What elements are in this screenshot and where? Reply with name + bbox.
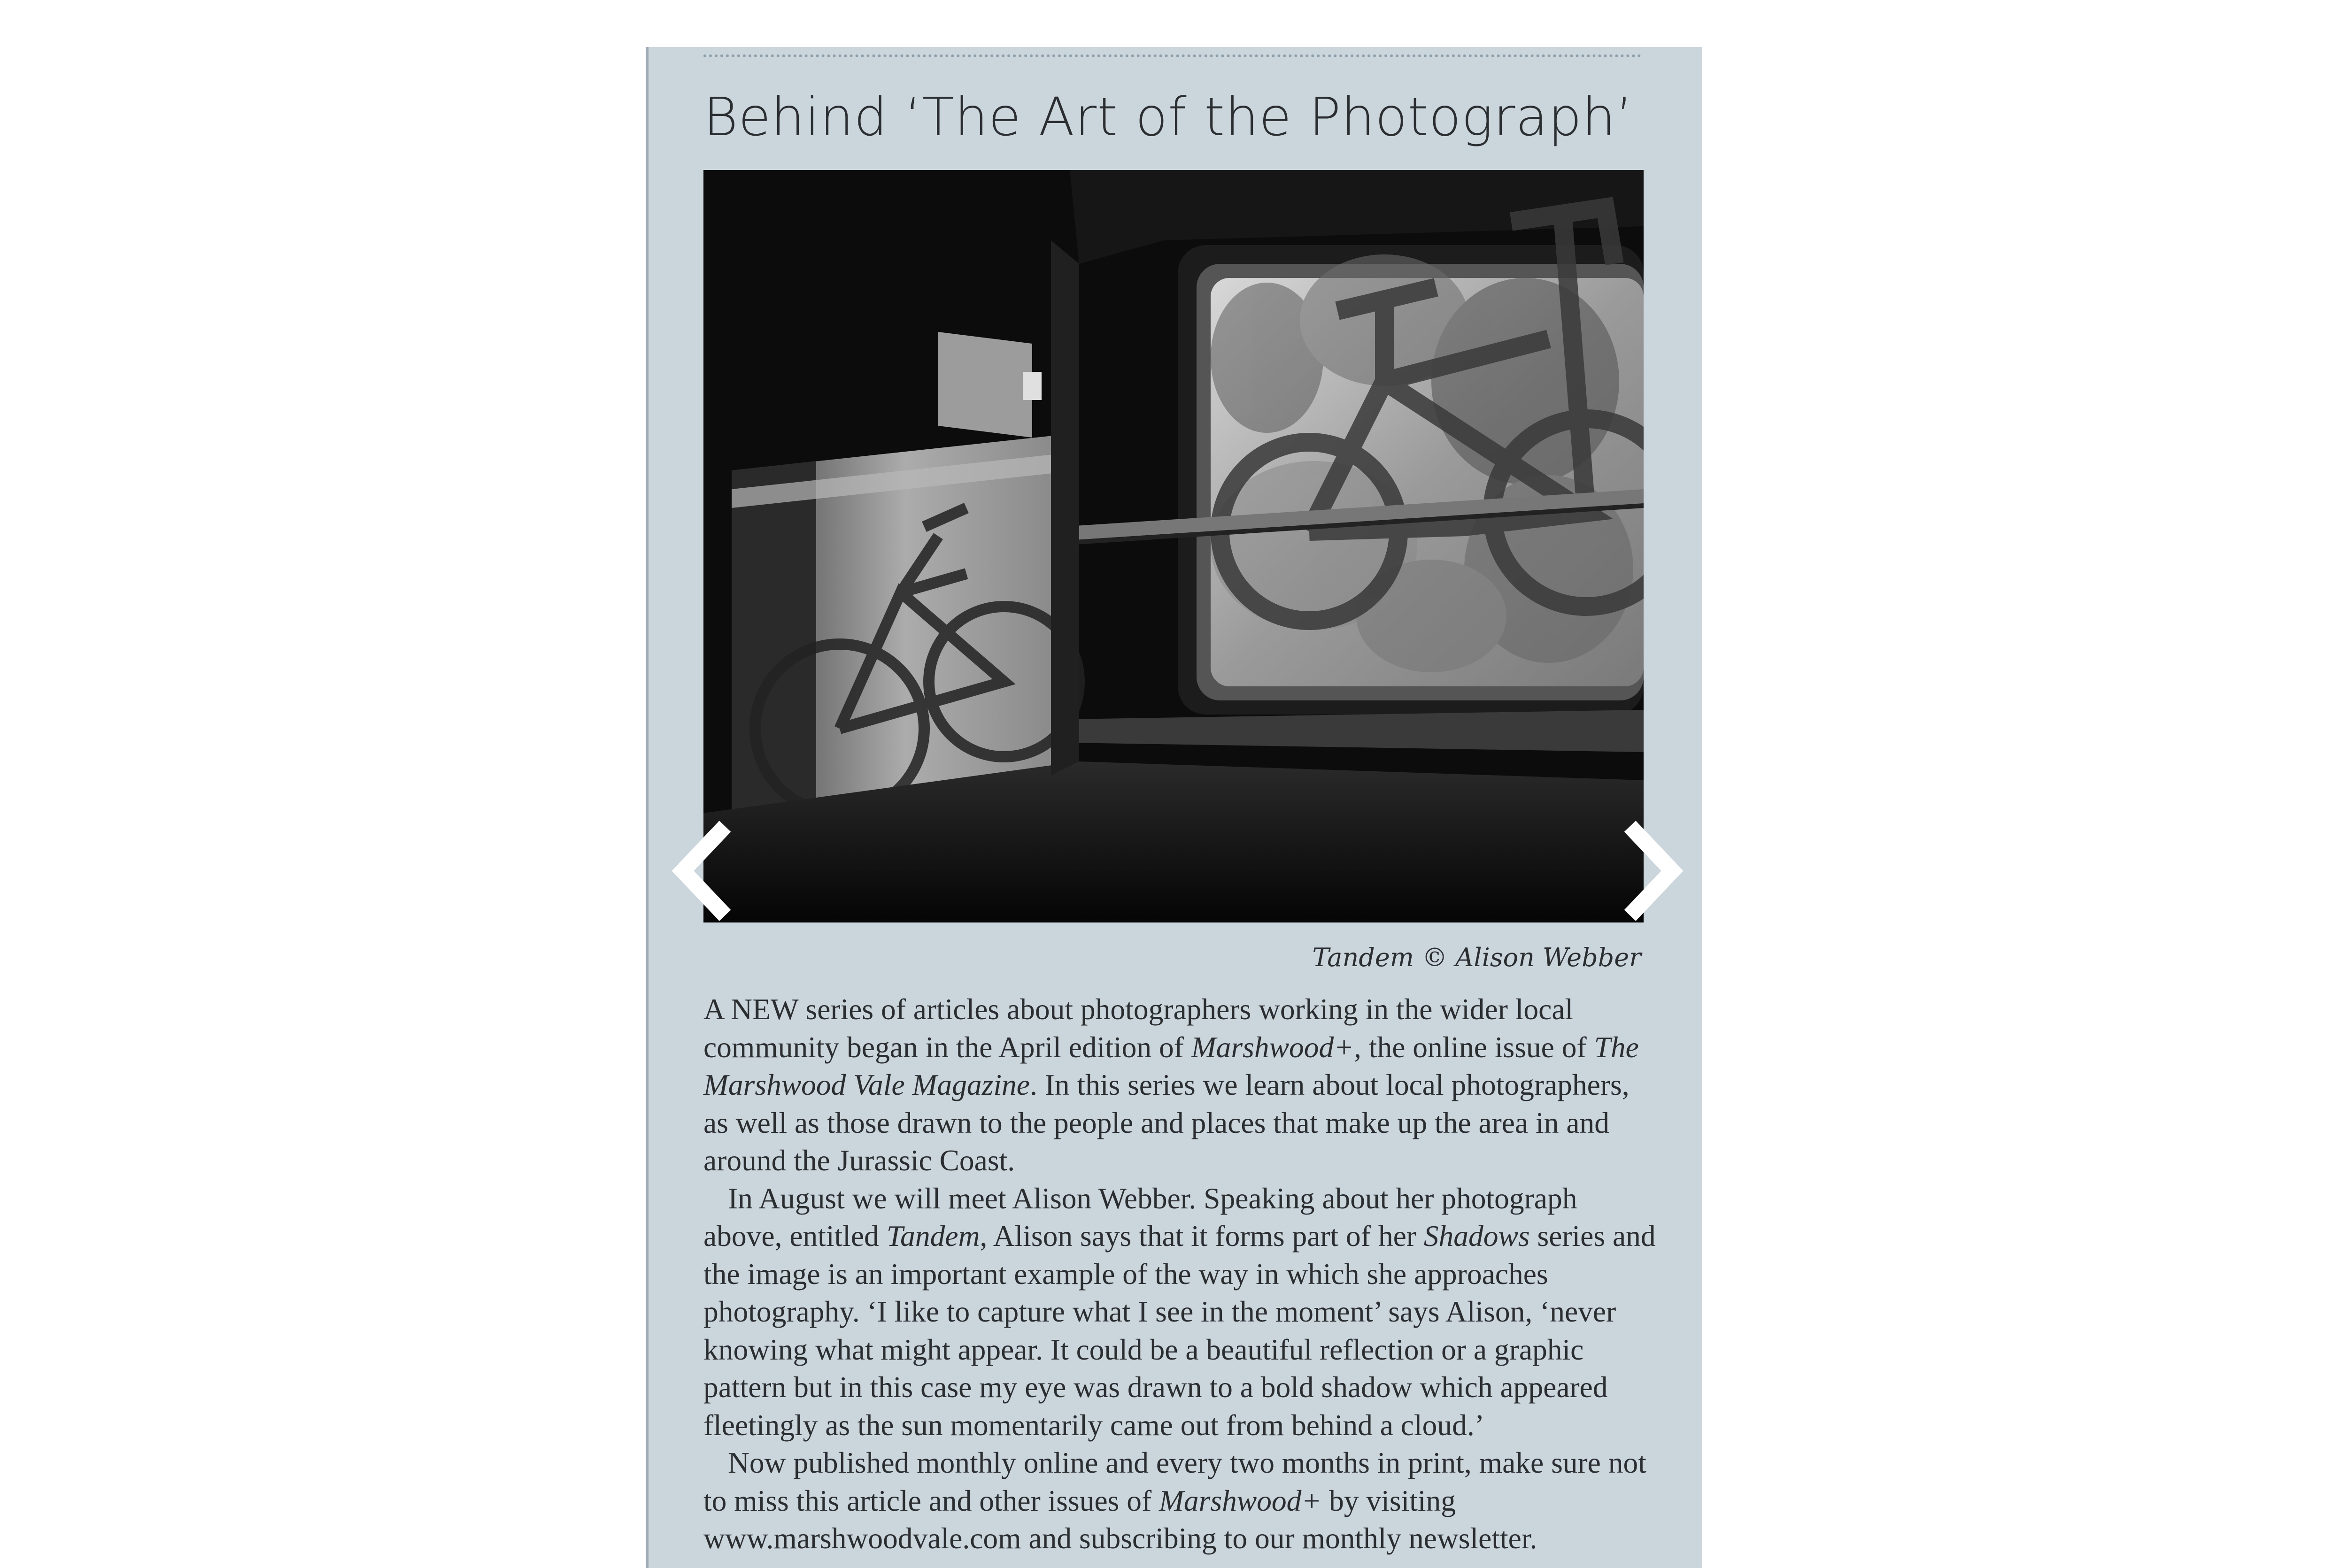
publication-name: Marshwood+: [1159, 1483, 1322, 1517]
paragraph-2: In August we will meet Alison Webber. Speaking about her photograph above, entitled Tandem, Alison says that it forms part of her Shadows series and the image is an important example of the way in which she approaches photography. ‘I like to capture what I see in the moment’ says Alison, ‘never knowing what might appear. It could be a beautiful reflection or a graphic pattern but in this case my eye was drawn to a bold shadow which appeared fleetingly as the sun momentarily came out from behind a cloud.’: [703, 1181, 1656, 1442]
magazine-page: [646, 47, 1702, 1568]
next-page-button[interactable]: [1616, 817, 1686, 925]
paragraph-1: A NEW series of articles about photographers working in the wider local community began in the April edition of Marshwood+, the online issue of The Marshwood Vale Magazine. In this series we learn about local photographers, as well as those drawn to the people and places that make up the area in and around the Jurassic Coast.: [703, 992, 1639, 1177]
previous-page-button[interactable]: [669, 817, 739, 925]
chevron-left-icon: [669, 817, 739, 925]
publication-name: Marshwood+,: [1191, 1030, 1361, 1064]
paragraph-3: Now published monthly online and every two months in print, make sure not to miss this article and other issues of Marshwood+ by visiting www.marshwoodvale.com and subscribing to our monthly newsletter.: [703, 1446, 1646, 1555]
magazine-name: The Marshwood Vale Magazine: [703, 1030, 1639, 1101]
article-photo: [703, 170, 1644, 922]
series-name: Shadows: [1423, 1219, 1530, 1253]
caption-title: Tandem: [1312, 943, 1414, 972]
caption-author: Alison Webber: [1455, 943, 1641, 972]
dotted-divider: [703, 54, 1641, 57]
chevron-right-icon: [1616, 817, 1686, 925]
article-body: [703, 991, 1661, 1558]
photo-title: Tandem: [886, 1219, 980, 1253]
caption-copyright: ©: [1413, 943, 1456, 972]
photo-caption: [703, 941, 1641, 974]
article-title: Behind ‘The Art of the Photograph’: [703, 87, 1633, 148]
